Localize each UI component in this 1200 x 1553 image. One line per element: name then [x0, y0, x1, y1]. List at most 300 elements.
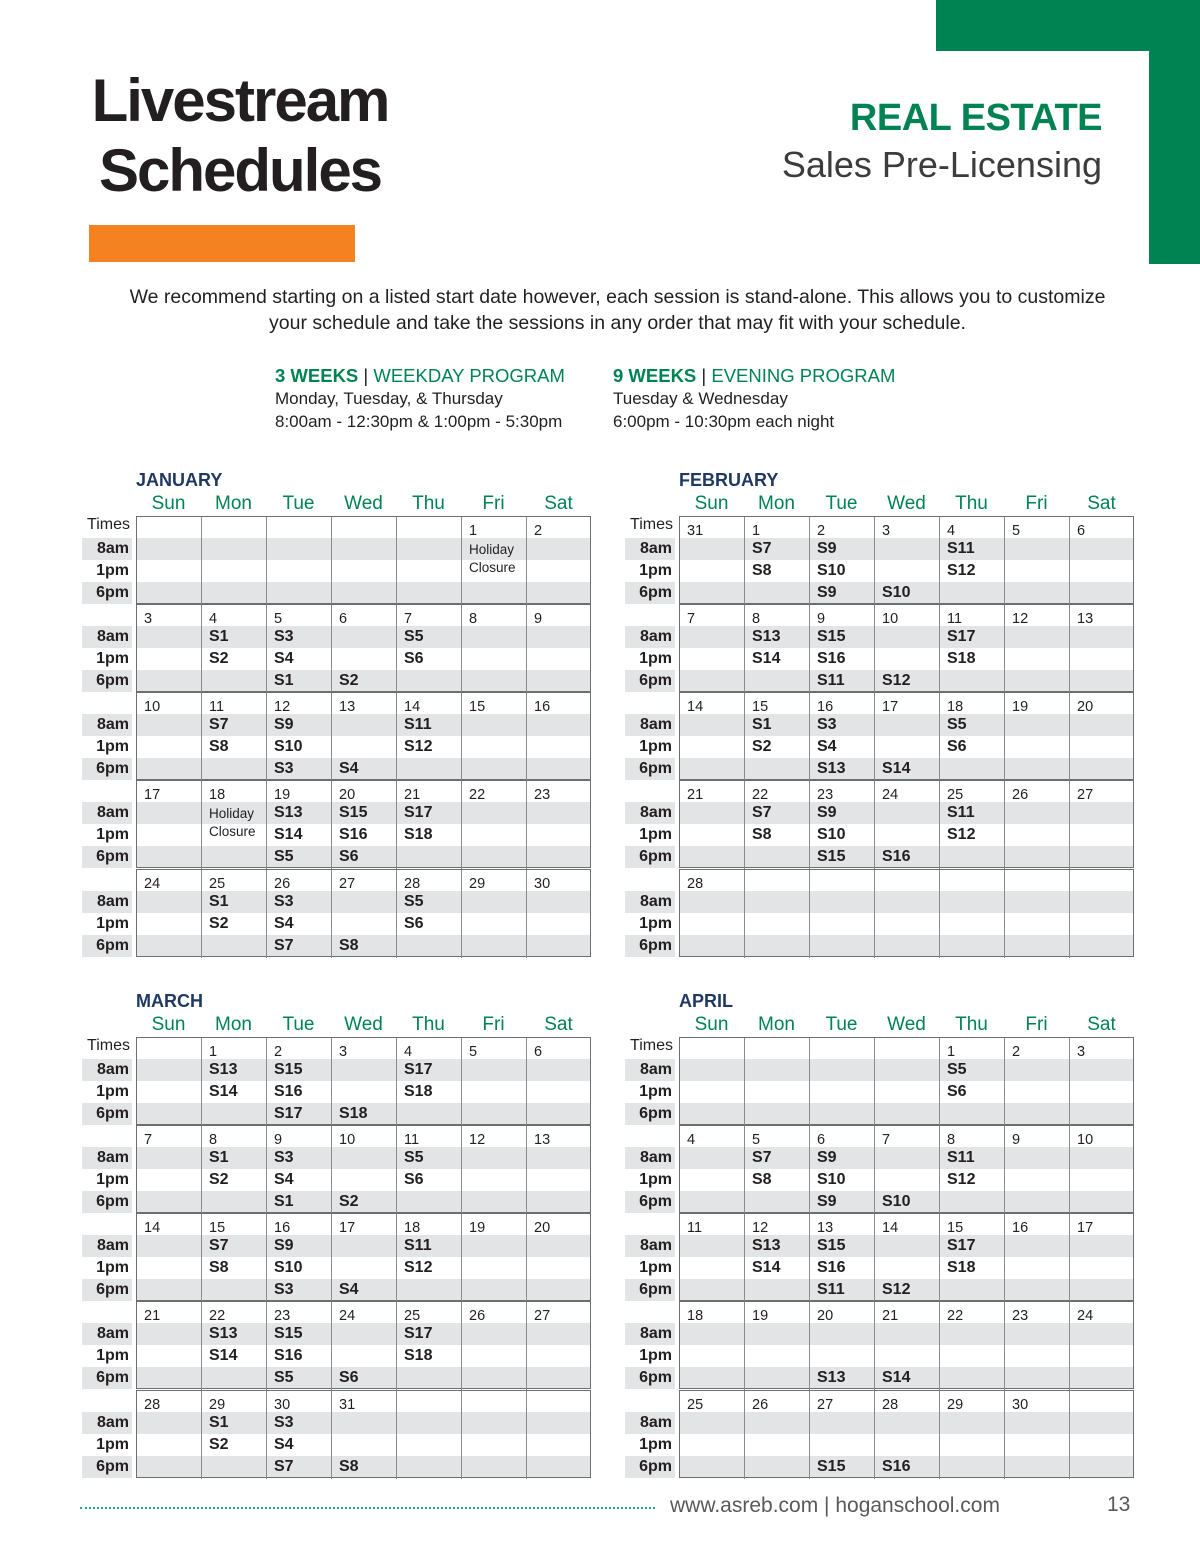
day-number: 20 — [1077, 699, 1094, 715]
time-label-1pm: 1pm — [96, 1436, 129, 1453]
day-number: 1 — [947, 1044, 956, 1060]
day-header: Tue — [825, 1014, 858, 1035]
day-header: Tue — [282, 493, 315, 514]
session-label: S4 — [817, 738, 837, 755]
day-number: 19 — [1012, 699, 1029, 715]
day-cell — [202, 1126, 267, 1214]
day-cell — [137, 1391, 202, 1479]
calendar-week — [82, 1125, 592, 1213]
calendar-week — [82, 780, 592, 868]
day-number: 30 — [1012, 1397, 1029, 1413]
session-label: S11 — [404, 716, 432, 733]
day-cell — [397, 1214, 462, 1302]
day-header: Tue — [282, 1014, 315, 1035]
day-cell — [527, 1038, 592, 1126]
day-cell — [810, 605, 875, 693]
day-number: 18 — [404, 1220, 421, 1236]
day-header: Sat — [544, 1014, 573, 1035]
week-grid — [136, 1125, 591, 1213]
day-cell — [940, 517, 1005, 605]
day-number: 25 — [947, 787, 964, 803]
session-label: S17 — [404, 1061, 433, 1078]
week-grid — [136, 1301, 591, 1389]
day-number: 10 — [882, 611, 899, 627]
session-label: S3 — [274, 893, 294, 910]
time-label-8am: 8am — [625, 1235, 675, 1257]
day-number: 23 — [1012, 1308, 1029, 1324]
day-number: 13 — [339, 699, 356, 715]
day-number: 27 — [817, 1397, 834, 1413]
week-grid — [136, 780, 591, 868]
day-cell — [462, 1391, 527, 1479]
day-number: 6 — [534, 1044, 543, 1060]
session-label: S17 — [404, 1325, 433, 1342]
day-cell — [680, 1038, 745, 1126]
time-label-1pm: 1pm — [639, 826, 672, 843]
day-number: 7 — [144, 1132, 153, 1148]
day-cell — [397, 517, 462, 605]
session-label: S2 — [339, 672, 359, 689]
day-cell — [137, 693, 202, 781]
day-number: 15 — [209, 1220, 226, 1236]
week-grid — [679, 1301, 1134, 1389]
day-cell — [940, 1302, 1005, 1390]
program-weeks: 9 WEEKS — [613, 365, 697, 386]
day-cell — [810, 693, 875, 781]
session-label: S11 — [947, 804, 975, 821]
day-number: 22 — [469, 787, 486, 803]
day-cell — [875, 1214, 940, 1302]
day-number: 3 — [339, 1044, 348, 1060]
day-number: 21 — [144, 1308, 161, 1324]
session-label: S3 — [274, 1149, 294, 1166]
session-label: S12 — [882, 672, 911, 689]
session-label: S12 — [947, 1171, 976, 1188]
day-header: Fri — [1025, 493, 1048, 514]
session-label: S1 — [209, 1414, 229, 1431]
day-number: 27 — [534, 1308, 551, 1324]
day-cell — [527, 1214, 592, 1302]
program-days: Tuesday & Wednesday — [613, 389, 788, 408]
time-label-8am: 8am — [82, 1147, 132, 1169]
day-number: 1 — [469, 523, 478, 539]
day-cell — [875, 517, 940, 605]
day-cell — [680, 1391, 745, 1479]
footer-url: www.asreb.com | hoganschool.com — [670, 1494, 1000, 1517]
day-cell — [745, 781, 810, 869]
day-cell — [810, 1038, 875, 1126]
day-number: 1 — [209, 1044, 218, 1060]
day-number: 15 — [752, 699, 769, 715]
session-label: S9 — [817, 540, 837, 557]
day-number: 16 — [1012, 1220, 1029, 1236]
day-number: 5 — [274, 611, 283, 627]
day-header: Sat — [1087, 493, 1116, 514]
day-cell — [462, 693, 527, 781]
day-number: 31 — [339, 1397, 356, 1413]
time-label-6pm: 6pm — [82, 582, 132, 604]
day-number: 28 — [882, 1397, 899, 1413]
day-cell — [745, 1038, 810, 1126]
day-cell — [137, 605, 202, 693]
day-cell — [267, 1214, 332, 1302]
time-label-1pm: 1pm — [639, 1347, 672, 1364]
time-label-8am: 8am — [625, 538, 675, 560]
day-number: 11 — [947, 611, 963, 627]
calendar-week — [82, 1213, 592, 1301]
session-label: S6 — [404, 915, 424, 932]
session-label: S8 — [752, 1171, 772, 1188]
day-cell — [875, 781, 940, 869]
time-label-6pm: 6pm — [625, 582, 675, 604]
session-label: S18 — [947, 1259, 976, 1276]
day-cell — [397, 693, 462, 781]
time-label-1pm: 1pm — [639, 562, 672, 579]
session-label: S11 — [404, 1237, 432, 1254]
day-header: Mon — [758, 493, 795, 514]
time-label-8am: 8am — [625, 1323, 675, 1345]
calendar-week — [625, 1301, 1135, 1389]
time-label-6pm: 6pm — [82, 1367, 132, 1389]
holiday-closure-note: Holiday — [209, 806, 255, 821]
day-number: 13 — [534, 1132, 551, 1148]
day-number: 24 — [882, 787, 899, 803]
session-label: S9 — [274, 716, 294, 733]
day-number: 26 — [1012, 787, 1029, 803]
day-number: 20 — [339, 787, 356, 803]
calendar-week — [625, 780, 1135, 868]
session-label: S5 — [404, 628, 424, 645]
day-cell — [810, 1126, 875, 1214]
day-number: 4 — [209, 611, 218, 627]
session-label: S14 — [274, 826, 303, 843]
calendar-week — [82, 604, 592, 692]
day-number: 2 — [534, 523, 543, 539]
day-cell — [875, 870, 940, 958]
time-label-6pm: 6pm — [625, 1191, 675, 1213]
session-label: S14 — [209, 1347, 238, 1364]
session-label: S17 — [947, 628, 976, 645]
program-hours: 6:00pm - 10:30pm each night — [613, 412, 835, 431]
time-label-1pm: 1pm — [639, 1436, 672, 1453]
day-number: 19 — [274, 787, 291, 803]
week-grid — [679, 780, 1134, 868]
day-header: Sun — [694, 493, 729, 514]
day-number: 10 — [144, 699, 161, 715]
day-number: 18 — [947, 699, 964, 715]
day-cell — [1070, 1214, 1135, 1302]
day-number: 8 — [469, 611, 478, 627]
day-cell — [137, 781, 202, 869]
session-label: S12 — [882, 1281, 911, 1298]
time-label-1pm: 1pm — [639, 1083, 672, 1100]
day-header-row — [136, 493, 591, 515]
time-label-1pm: 1pm — [96, 915, 129, 932]
day-header: Thu — [955, 493, 988, 514]
day-cell — [1070, 693, 1135, 781]
day-cell — [1070, 517, 1135, 605]
day-cell — [875, 1391, 940, 1479]
session-label: S5 — [404, 1149, 424, 1166]
day-number: 8 — [947, 1132, 956, 1148]
session-label: S1 — [209, 628, 229, 645]
day-cell — [1070, 1038, 1135, 1126]
time-label-8am: 8am — [625, 891, 675, 913]
calendar-week — [625, 692, 1135, 780]
time-label-6pm: 6pm — [82, 1456, 132, 1478]
day-cell — [940, 605, 1005, 693]
category-title: REAL ESTATE — [849, 97, 1102, 139]
session-label: S10 — [882, 584, 911, 601]
day-cell — [680, 517, 745, 605]
day-cell — [267, 781, 332, 869]
session-label: S14 — [752, 1259, 781, 1276]
session-label: S10 — [882, 1193, 911, 1210]
session-label: S2 — [339, 1193, 359, 1210]
day-cell — [202, 517, 267, 605]
day-cell — [680, 1214, 745, 1302]
session-label: S12 — [947, 562, 976, 579]
calendar-week — [625, 1037, 1135, 1125]
day-number: 27 — [1077, 787, 1094, 803]
day-number: 30 — [274, 1397, 291, 1413]
time-label-1pm: 1pm — [639, 1171, 672, 1188]
day-header: Thu — [955, 1014, 988, 1035]
day-cell — [745, 1126, 810, 1214]
day-cell — [810, 781, 875, 869]
week-grid — [136, 1037, 591, 1125]
week-grid — [136, 516, 591, 604]
day-number: 22 — [209, 1308, 226, 1324]
day-cell — [810, 870, 875, 958]
day-number: 25 — [209, 876, 226, 892]
day-header: Sun — [694, 1014, 729, 1035]
session-label: S6 — [404, 1171, 424, 1188]
session-label: S16 — [817, 1259, 846, 1276]
week-grid — [679, 692, 1134, 780]
day-number: 28 — [404, 876, 421, 892]
time-label-1pm: 1pm — [96, 1259, 129, 1276]
day-number: 22 — [947, 1308, 964, 1324]
week-grid — [679, 1125, 1134, 1213]
day-number: 25 — [404, 1308, 421, 1324]
day-cell — [462, 781, 527, 869]
day-number: 2 — [817, 523, 826, 539]
calendar-week — [82, 869, 592, 957]
day-number: 23 — [534, 787, 551, 803]
day-header: Fri — [482, 1014, 505, 1035]
day-cell — [1070, 870, 1135, 958]
page-number: 13 — [1107, 1493, 1131, 1516]
calendar-week — [625, 516, 1135, 604]
day-cell — [1070, 1391, 1135, 1479]
session-label: S4 — [274, 1436, 294, 1453]
program-sep: | — [358, 365, 374, 386]
time-label-6pm: 6pm — [625, 1456, 675, 1478]
day-cell — [202, 693, 267, 781]
day-header: Mon — [215, 1014, 252, 1035]
session-label: S13 — [817, 760, 846, 777]
day-number: 12 — [469, 1132, 486, 1148]
day-number: 30 — [534, 876, 551, 892]
session-label: S13 — [209, 1325, 238, 1342]
day-number: 6 — [1077, 523, 1086, 539]
time-label-8am: 8am — [82, 802, 132, 824]
holiday-closure-note: Closure — [469, 560, 516, 575]
time-label-8am: 8am — [625, 626, 675, 648]
month-name: FEBRUARY — [679, 470, 779, 490]
time-label-8am: 8am — [82, 891, 132, 913]
session-label: S5 — [274, 848, 294, 865]
day-number: 14 — [882, 1220, 899, 1236]
calendar-week — [625, 604, 1135, 692]
day-number: 28 — [687, 876, 704, 892]
holiday-closure-note: Closure — [209, 824, 256, 839]
day-cell — [1005, 1126, 1070, 1214]
time-label-8am: 8am — [82, 538, 132, 560]
day-number: 17 — [882, 699, 899, 715]
day-cell — [332, 1214, 397, 1302]
day-header-row — [136, 1014, 591, 1036]
time-label-8am: 8am — [625, 802, 675, 824]
time-label-6pm: 6pm — [625, 935, 675, 957]
day-number: 29 — [469, 876, 486, 892]
day-number: 18 — [209, 787, 226, 803]
day-cell — [1070, 781, 1135, 869]
day-number: 4 — [404, 1044, 413, 1060]
day-cell — [1005, 605, 1070, 693]
holiday-closure-note: Holiday — [469, 542, 515, 557]
day-cell — [1005, 781, 1070, 869]
time-label-6pm: 6pm — [82, 1279, 132, 1301]
day-number: 17 — [1077, 1220, 1094, 1236]
month-name: JANUARY — [136, 470, 223, 490]
session-label: S7 — [209, 1237, 229, 1254]
day-number: 12 — [752, 1220, 769, 1236]
day-header: Wed — [887, 1014, 926, 1035]
week-grid — [679, 1390, 1134, 1478]
day-number: 16 — [274, 1220, 291, 1236]
day-number: 20 — [534, 1220, 551, 1236]
day-cell — [680, 1126, 745, 1214]
day-number: 14 — [687, 699, 704, 715]
session-label: S18 — [404, 826, 433, 843]
day-header: Fri — [1025, 1014, 1048, 1035]
session-label: S14 — [209, 1083, 238, 1100]
day-number: 14 — [404, 699, 421, 715]
session-label: S3 — [817, 716, 837, 733]
session-label: S6 — [947, 738, 967, 755]
time-label-1pm: 1pm — [639, 1259, 672, 1276]
day-number: 8 — [209, 1132, 218, 1148]
day-cell — [332, 1302, 397, 1390]
session-label: S5 — [404, 893, 424, 910]
session-label: S7 — [274, 1458, 294, 1475]
day-cell — [745, 693, 810, 781]
program-weekday — [275, 364, 565, 433]
time-label-6pm: 6pm — [82, 846, 132, 868]
day-number: 11 — [687, 1220, 703, 1236]
session-label: S13 — [752, 628, 781, 645]
day-number: 27 — [339, 876, 356, 892]
day-cell — [1005, 517, 1070, 605]
times-label: Times — [630, 516, 673, 533]
day-number: 12 — [1012, 611, 1029, 627]
day-cell — [527, 870, 592, 958]
session-label: S2 — [209, 915, 229, 932]
day-header: Wed — [344, 493, 383, 514]
session-label: S9 — [817, 804, 837, 821]
session-label: S10 — [817, 1171, 846, 1188]
time-label-8am: 8am — [625, 1412, 675, 1434]
session-label: S4 — [339, 1281, 359, 1298]
session-label: S9 — [817, 1193, 837, 1210]
session-label: S18 — [404, 1083, 433, 1100]
session-label: S5 — [947, 716, 967, 733]
session-label: S8 — [209, 738, 229, 755]
day-number: 29 — [209, 1397, 226, 1413]
session-label: S7 — [274, 937, 294, 954]
session-label: S14 — [882, 1369, 911, 1386]
session-label: S9 — [817, 584, 837, 601]
day-number: 7 — [882, 1132, 891, 1148]
day-cell — [462, 1038, 527, 1126]
session-label: S8 — [752, 826, 772, 843]
week-grid — [136, 604, 591, 692]
day-number: 17 — [144, 787, 161, 803]
day-cell — [332, 605, 397, 693]
calendar-week — [625, 1125, 1135, 1213]
time-label-6pm: 6pm — [82, 1103, 132, 1125]
day-number: 26 — [274, 876, 291, 892]
day-cell — [202, 870, 267, 958]
time-label-1pm: 1pm — [96, 1171, 129, 1188]
times-label: Times — [87, 516, 130, 533]
session-label: S6 — [947, 1083, 967, 1100]
day-number: 9 — [274, 1132, 283, 1148]
week-grid — [136, 1213, 591, 1301]
day-header: Mon — [215, 493, 252, 514]
page-title — [75, 66, 405, 206]
day-cell — [397, 781, 462, 869]
page-title-line2: Schedules — [98, 137, 382, 204]
session-label: S6 — [339, 848, 359, 865]
day-cell — [680, 1302, 745, 1390]
time-label-8am: 8am — [82, 626, 132, 648]
day-number: 5 — [469, 1044, 478, 1060]
session-label: S15 — [817, 628, 846, 645]
session-label: S16 — [339, 826, 368, 843]
time-label-8am: 8am — [82, 1412, 132, 1434]
times-label: Times — [87, 1037, 130, 1054]
session-label: S15 — [817, 1458, 846, 1475]
day-cell — [940, 693, 1005, 781]
week-grid — [679, 869, 1134, 957]
day-number: 3 — [1077, 1044, 1086, 1060]
day-number: 6 — [339, 611, 348, 627]
session-label: S11 — [817, 1281, 845, 1298]
calendar-week — [82, 692, 592, 780]
day-cell — [940, 1391, 1005, 1479]
session-label: S4 — [274, 915, 294, 932]
day-number: 18 — [687, 1308, 704, 1324]
program-hours: 8:00am - 12:30pm & 1:00pm - 5:30pm — [275, 412, 563, 431]
day-number: 14 — [144, 1220, 161, 1236]
day-cell — [1005, 870, 1070, 958]
session-label: S18 — [947, 650, 976, 667]
day-cell — [810, 517, 875, 605]
time-label-8am: 8am — [82, 1323, 132, 1345]
